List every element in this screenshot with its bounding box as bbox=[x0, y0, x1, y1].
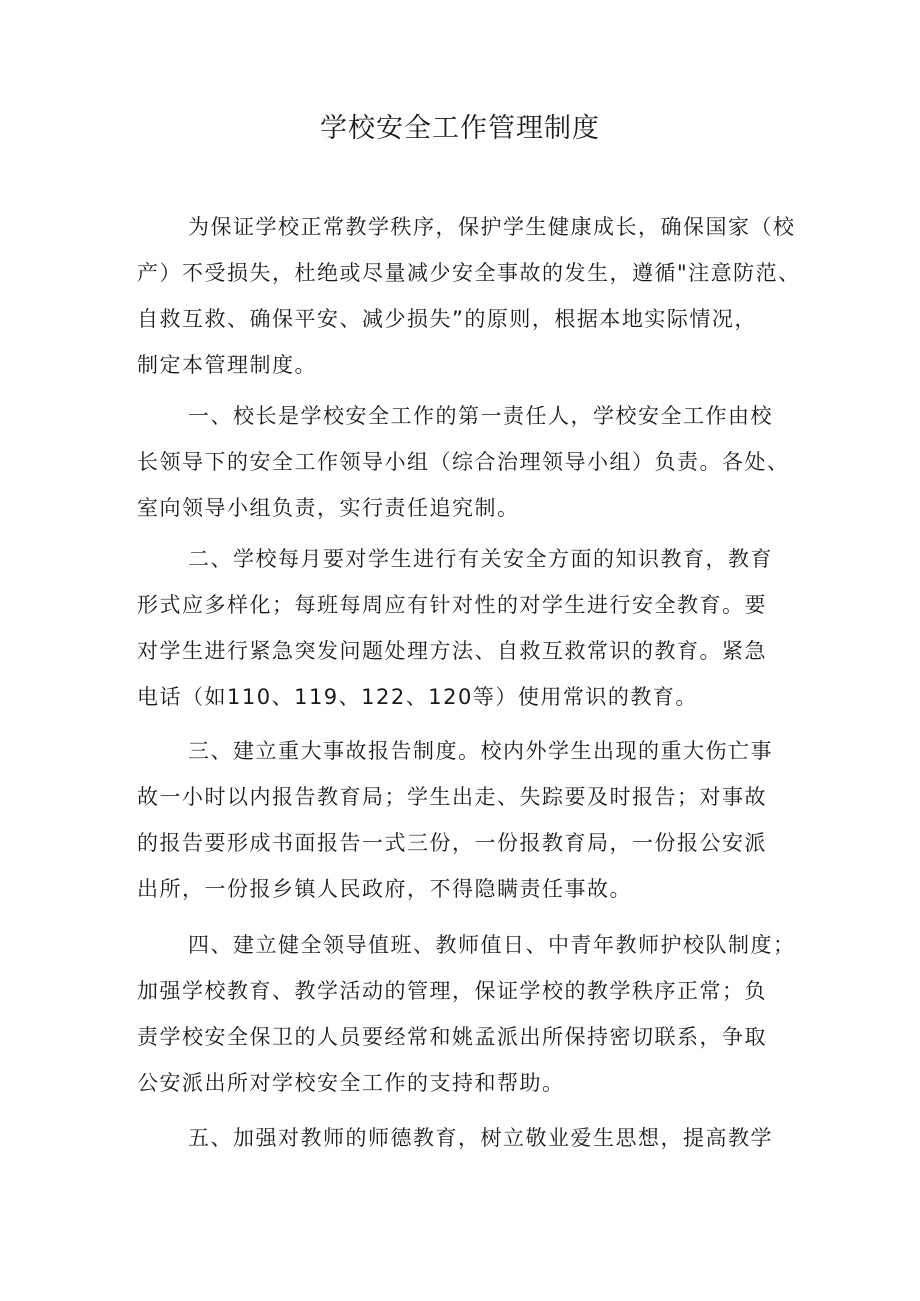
paragraph-line: 产）不受损失，杜绝或尽量减少安全事故的发生，遵循"注意防范、 bbox=[137, 261, 801, 285]
paragraph-line: 一、校长是学校安全工作的第一责任人，学校安全工作由校 bbox=[188, 404, 773, 428]
paragraph-line: 四、建立健全领导值班、教师值日、中青年教师护校队制度； bbox=[188, 933, 796, 957]
paragraph-line: 加强学校教育、教学活动的管理，保证学校的教学秩序正常；负 bbox=[137, 979, 767, 1003]
paragraph-line: 二、学校每月要对学生进行有关安全方面的知识教育，教育 bbox=[188, 547, 773, 571]
paragraph-line: 自救互救、确保平安、减少损失”的原则，根据本地实际情况， bbox=[137, 307, 757, 331]
paragraph-line: 故一小时以内报告教育局；学生出走、失踪要及时报告；对事故 bbox=[137, 785, 767, 809]
paragraph-preamble bbox=[137, 204, 801, 388]
paragraph-line: 制定本管理制度。 bbox=[137, 353, 317, 377]
paragraph-line: 长领导下的安全工作领导小组（综合治理领导小组）负责。各处、 bbox=[137, 450, 790, 474]
paragraph-item-1 bbox=[137, 393, 793, 531]
paragraph-line: 为保证学校正常教学秩序，保护学生健康成长，确保国家（校 bbox=[188, 215, 796, 239]
paragraph-line: 的报告要形成书面报告一式三份，一份报教育局，一份报公安派 bbox=[137, 831, 767, 855]
paragraph-item-4 bbox=[137, 922, 796, 1106]
paragraph-line: 三、建立重大事故报告制度。校内外学生出现的重大伤亡事 bbox=[188, 739, 773, 763]
paragraph-line: 出所，一份报乡镇人民政府，不得隐瞒责任事故。 bbox=[137, 877, 632, 901]
paragraph-item-3 bbox=[137, 728, 793, 912]
paragraph-item-2 bbox=[137, 536, 793, 720]
paragraph-line: 电话（如110、119、122、120等）使用常识的教育。 bbox=[137, 685, 698, 709]
paragraph-item-5 bbox=[137, 1115, 793, 1161]
paragraph-line: 责学校安全保卫的人员要经常和姚孟派出所保持密切联系，争取 bbox=[137, 1025, 767, 1049]
paragraph-line: 室向领导小组负责，实行责任追究制。 bbox=[137, 496, 520, 520]
paragraph-line: 对学生进行紧急突发问题处理方法、自救互救常识的教育。紧急 bbox=[137, 639, 767, 663]
paragraph-line: 公安派出所对学校安全工作的支持和帮助。 bbox=[137, 1071, 565, 1095]
document-title: 学校安全工作管理制度 bbox=[320, 113, 600, 144]
paragraph-line: 五、加强对教师的师德教育，树立敬业爱生思想，提高教学 bbox=[188, 1126, 773, 1150]
paragraph-line: 形式应多样化；每班每周应有针对性的对学生进行安全教育。要 bbox=[137, 593, 767, 617]
